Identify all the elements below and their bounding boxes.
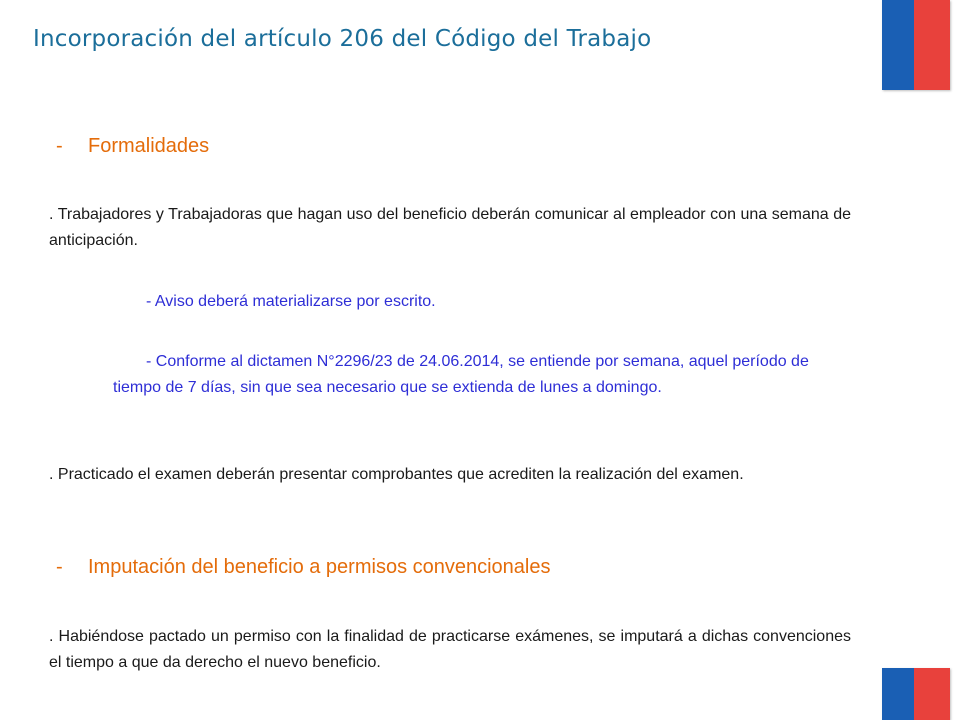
paragraph-imputacion: . Habiéndose pactado un permiso con la finalidad de practicarse exámenes, se imputará a dichas convenciones el tiempo a que da derecho el nuevo beneficio. <box>49 628 851 671</box>
heading-text: Imputación del beneficio a permisos convencionales <box>88 556 551 578</box>
slide-title: Incorporación del artículo 206 del Código del Trabajo <box>33 26 652 52</box>
note-aviso-escrito: - Aviso deberá materializarse por escrito. <box>146 293 436 310</box>
chile-flag-stripe-bottom <box>882 668 950 720</box>
note-dictamen <box>113 349 813 401</box>
section-heading-formalidades <box>56 135 209 158</box>
paragraph-notice: . Trabajadores y Trabajadoras que hagan uso del beneficio deberán comunicar al empleador con una semana de anticipación. <box>49 206 851 249</box>
bullet-dash: - <box>56 135 63 157</box>
flag-blue-band <box>882 668 914 720</box>
flag-red-band <box>914 668 950 720</box>
paragraph-comprobantes: . Practicado el examen deberán presentar comprobantes que acrediten la realización del examen. <box>49 466 744 483</box>
flag-blue-band <box>882 0 914 90</box>
bullet-dash: - <box>56 556 63 578</box>
note-dictamen-continuation: aquel período de tiempo de 7 días, sin que sea necesario que se extienda de lunes a domingo. <box>113 353 809 396</box>
flag-red-band <box>914 0 950 90</box>
heading-text: Formalidades <box>88 135 210 157</box>
section-heading-imputacion <box>56 556 551 579</box>
note-dictamen-first-line: - Conforme al dictamen N°2296/23 de 24.06.2014, se entiende por semana, <box>146 353 685 370</box>
chile-flag-stripe-top <box>882 0 950 90</box>
